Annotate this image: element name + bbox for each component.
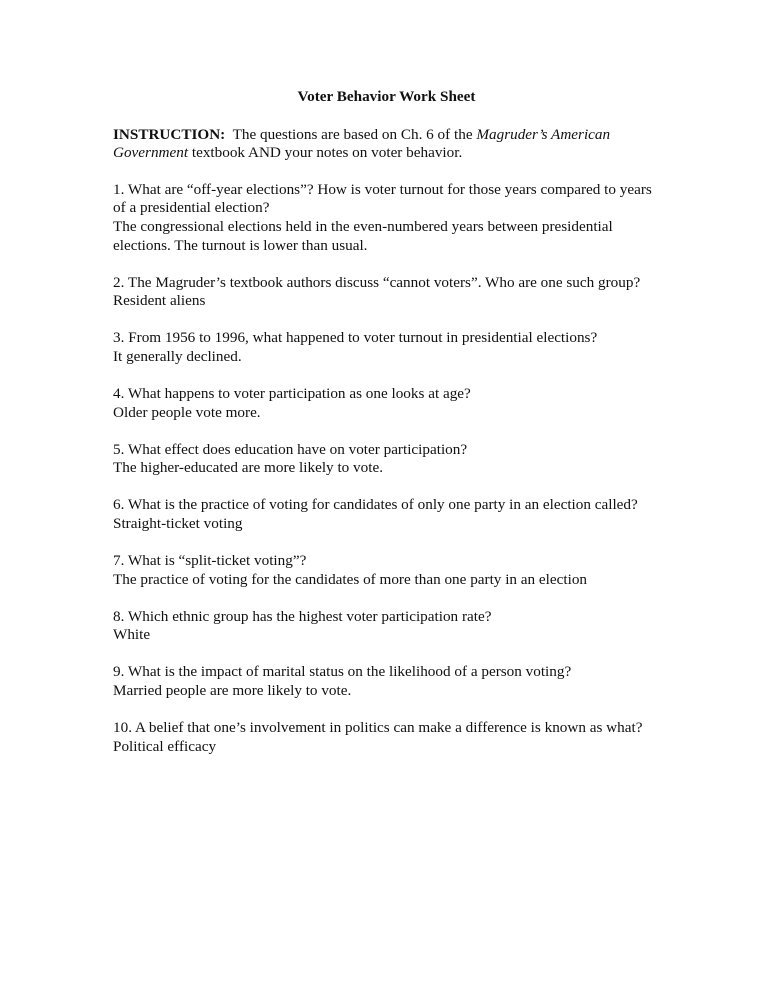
worksheet-title: Voter Behavior Work Sheet [297,88,476,105]
answer-text: The practice of voting for the candidates of more than one party in an election [113,570,588,588]
question-text: 4. What happens to voter participation as one looks at age? [113,385,471,403]
answer-text: Married people are more likely to vote. [113,682,352,700]
question-text: 2. The Magruder’s textbook authors discuss “cannot voters”. Who are one such group? [113,273,641,291]
instruction-text-after: textbook AND your notes on voter behavior. [188,144,463,162]
question-item-1 [113,181,658,255]
answer-text: Straight-ticket voting [113,515,243,532]
question-item-7 [113,552,658,589]
question-item-9 [113,663,658,700]
question-item-4 [113,385,658,422]
question-text: 6. What is the practice of voting for candidates of only one party in an election called? [113,496,638,514]
answer-text: Political efficacy [113,737,217,755]
textbook-title: Magruder’s American Government [113,125,611,162]
question-item-6 [113,496,658,533]
worksheet-page [113,88,658,775]
instruction-label: INSTRUCTION: [113,125,226,143]
answer-text: Resident aliens [113,292,206,310]
question-item-5 [113,441,658,478]
question-item-10 [113,719,658,756]
question-item-3 [113,329,658,366]
question-item-8 [113,608,658,645]
answer-text: White [113,626,151,644]
answer-text: It generally declined. [113,347,242,365]
question-item-2 [113,274,658,311]
instruction-paragraph [113,126,658,163]
question-text: 8. Which ethnic group has the highest voter participation rate? [113,607,492,625]
question-text: 10. A belief that one’s involvement in politics can make a difference is known as what? [113,719,643,737]
question-text: 5. What effect does education have on voter participation? [113,440,468,458]
answer-text: Older people vote more. [113,403,261,421]
question-text: 9. What is the impact of marital status on the likelihood of a person voting? [113,663,572,681]
instruction-text-before: The questions are based on Ch. 6 of the [225,125,477,143]
question-text: 1. What are “off-year elections”? How is voter turnout for those years compared to years of a presidential election? [113,180,652,217]
question-text: 3. From 1956 to 1996, what happened to voter turnout in presidential elections? [113,329,598,347]
answer-text: The higher-educated are more likely to vote. [113,459,384,477]
answer-text: The congressional elections held in the even-numbered years between presidential elections. The turnout is lower than usual. [113,217,613,254]
question-text: 7. What is “split-ticket voting”? [113,552,307,570]
